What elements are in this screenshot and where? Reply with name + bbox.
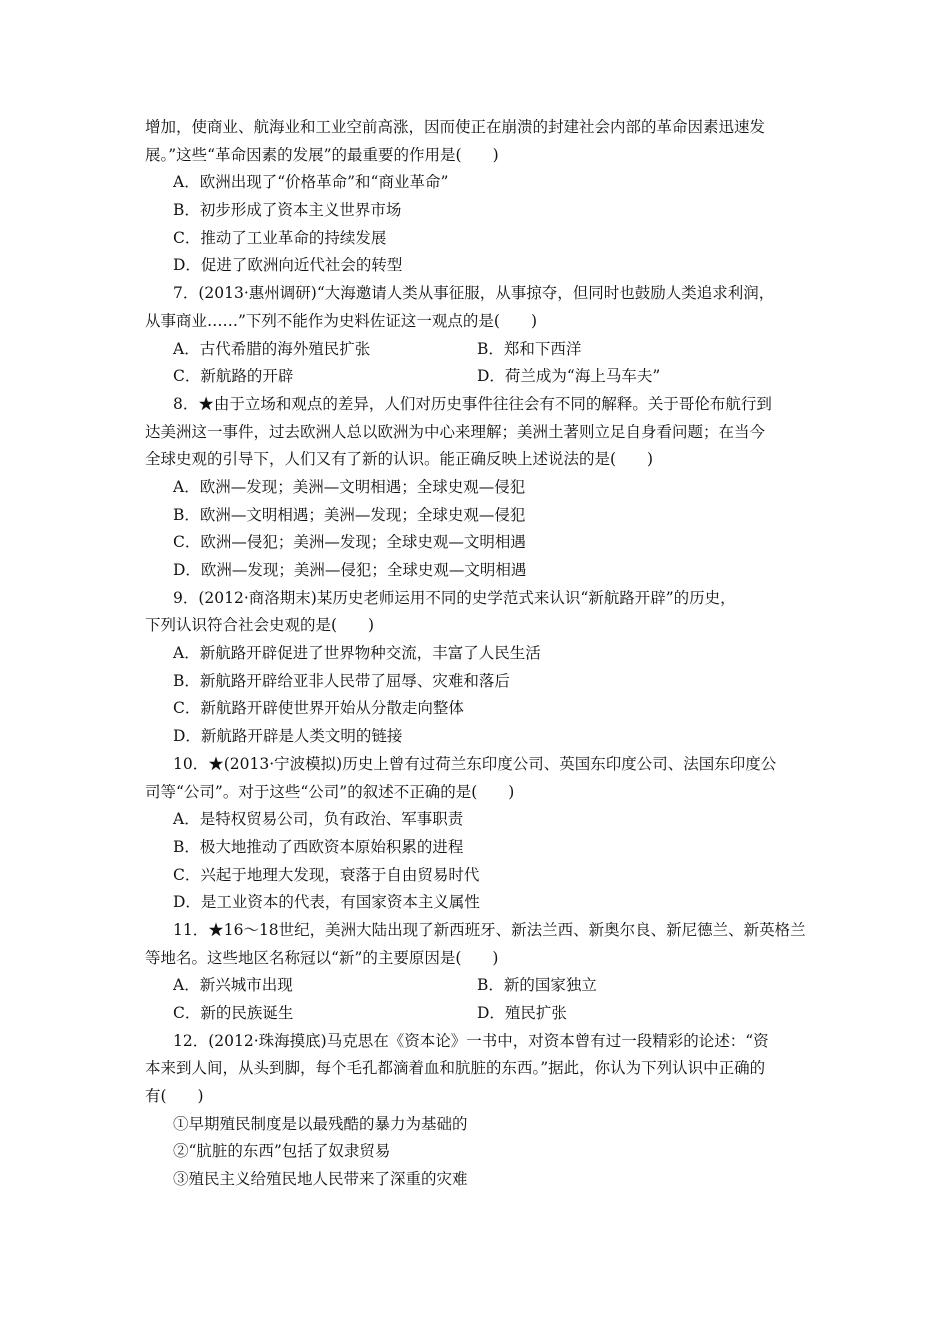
question-12-stem-line-3: 有( ) xyxy=(145,1087,204,1106)
question-10-stem-line-2: 司等“公司”。对于这些“公司”的叙述不正确的是( ) xyxy=(145,782,515,801)
question-10-option-a: A．是特权贸易公司，负有政治、军事职责 xyxy=(173,810,464,829)
question-10 xyxy=(145,751,810,917)
question-12-item-1: ①早期殖民制度是以最残酷的暴力为基础的 xyxy=(173,1114,468,1133)
question-9-stem-line-1: 9．(2012·商洛期末)某历史老师运用不同的史学范式来认识“新航路开辟”的历史， xyxy=(173,588,736,607)
question-8-option-c: C．欧洲—侵犯；美洲—发现；全球史观—文明相遇 xyxy=(173,533,526,552)
question-11-option-c: C．新的民族诞生 xyxy=(173,1004,294,1022)
question-10-option-c: C．兴起于地理大发现，衰落于自由贸易时代 xyxy=(173,865,480,884)
question-7-stem-line-1: 7．(2013·惠州调研)“大海邀请人类从事征服，从事掠夺，但同时也鼓励人类追求利润， xyxy=(173,284,775,303)
question-10-stem-line-1: 10．★(2013·宁波模拟)历史上曾有过荷兰东印度公司、英国东印度公司、法国东印度公 xyxy=(173,754,777,773)
question-12-stem-line-2: 本来到人间，从头到脚，每个毛孔都滴着血和肮脏的东西。”据此，你认为下列认识中正确的 xyxy=(145,1059,766,1078)
question-11-option-a: A．新兴城市出现 xyxy=(173,976,293,995)
question-8-stem-line-1: 8．★由于立场和观点的差异，人们对历史事件往往会有不同的解释。关于哥伦布航行到 xyxy=(173,394,772,413)
question-12-item-3: ③殖民主义给殖民地人民带来了深重的灾难 xyxy=(173,1170,468,1189)
question-6 xyxy=(145,114,810,280)
question-9-option-d: D．新航路开辟是人类文明的链接 xyxy=(173,727,403,746)
question-7-options-row-1 xyxy=(145,336,810,364)
question-9 xyxy=(145,585,810,751)
question-7-stem-line-2: 从事商业……”下列不能作为史料佐证这一观点的是( ) xyxy=(145,311,538,330)
question-8-stem-line-3: 全球史观的引导下，人们又有了新的认识。能正确反映上述说法的是( ) xyxy=(145,450,654,469)
question-8-option-d: D．欧洲—发现；美洲—侵犯；全球史观—文明相遇 xyxy=(173,561,527,579)
question-7 xyxy=(145,280,810,391)
question-11 xyxy=(145,917,810,1028)
question-12-item-2: ②“肮脏的东西”包括了奴隶贸易 xyxy=(173,1142,391,1161)
question-6-stem-line-1: 增加，使商业、航海业和工业空前高涨，因而使正在崩溃的封建社会内部的革命因素迅速发 xyxy=(145,118,766,136)
question-8-stem-line-2: 达美洲这一事件，过去欧洲人总以欧洲为中心来理解；美洲土著则立足自身看问题；在当今 xyxy=(145,422,766,441)
exam-page xyxy=(145,114,810,1194)
question-12 xyxy=(145,1028,810,1194)
question-11-options-row-2 xyxy=(145,1000,810,1028)
question-7-option-a: A．古代希腊的海外殖民扩张 xyxy=(173,339,371,358)
question-7-option-b: B．郑和下西洋 xyxy=(477,339,582,358)
question-9-option-c: C．新航路开辟使世界开始从分散走向整体 xyxy=(173,699,464,718)
question-8-option-a: A．欧洲—发现；美洲—文明相遇；全球史观—侵犯 xyxy=(173,477,526,496)
question-11-option-d: D．殖民扩张 xyxy=(477,1004,567,1022)
question-11-stem-line-1: 11．★16～18世纪，美洲大陆出现了新西班牙、新法兰西、新奥尔良、新尼德兰、新英格兰 xyxy=(173,920,806,939)
question-10-option-d: D．是工业资本的代表，有国家资本主义属性 xyxy=(173,893,480,912)
question-11-options-row-1 xyxy=(145,972,810,1000)
question-9-option-a: A．新航路开辟促进了世界物种交流，丰富了人民生活 xyxy=(173,644,541,663)
question-11-stem-line-2: 等地名。这些地区名称冠以“新”的主要原因是( ) xyxy=(145,948,499,967)
question-11-option-b: B．新的国家独立 xyxy=(477,976,597,995)
question-7-options-row-2 xyxy=(145,363,810,391)
question-9-stem-line-2: 下列认识符合社会史观的是( ) xyxy=(145,616,375,635)
question-8 xyxy=(145,391,810,585)
question-12-stem-line-1: 12．(2012·珠海摸底)马克思在《资本论》一书中，对资本曾有过一段精彩的论述：“资 xyxy=(173,1031,769,1050)
question-6-stem-line-2: 展。”这些“革命因素的发展”的最重要的作用是( ) xyxy=(145,145,499,164)
question-7-option-d: D．荷兰成为“海上马车夫” xyxy=(477,367,661,386)
question-7-option-c: C．新航路的开辟 xyxy=(173,367,294,386)
question-8-option-b: B．欧洲—文明相遇；美洲—发现；全球史观—侵犯 xyxy=(173,505,526,524)
question-6-option-c: C．推动了工业革命的持续发展 xyxy=(173,228,387,247)
question-10-option-b: B．极大地推动了西欧资本原始积累的进程 xyxy=(173,837,464,856)
question-6-option-a: A．欧洲出现了“价格革命”和“商业革命” xyxy=(173,173,449,192)
question-6-option-b: B．初步形成了资本主义世界市场 xyxy=(173,201,402,220)
question-6-option-d: D．促进了欧洲向近代社会的转型 xyxy=(173,256,403,275)
question-9-option-b: B．新航路开辟给亚非人民带了屈辱、灾难和落后 xyxy=(173,671,510,690)
